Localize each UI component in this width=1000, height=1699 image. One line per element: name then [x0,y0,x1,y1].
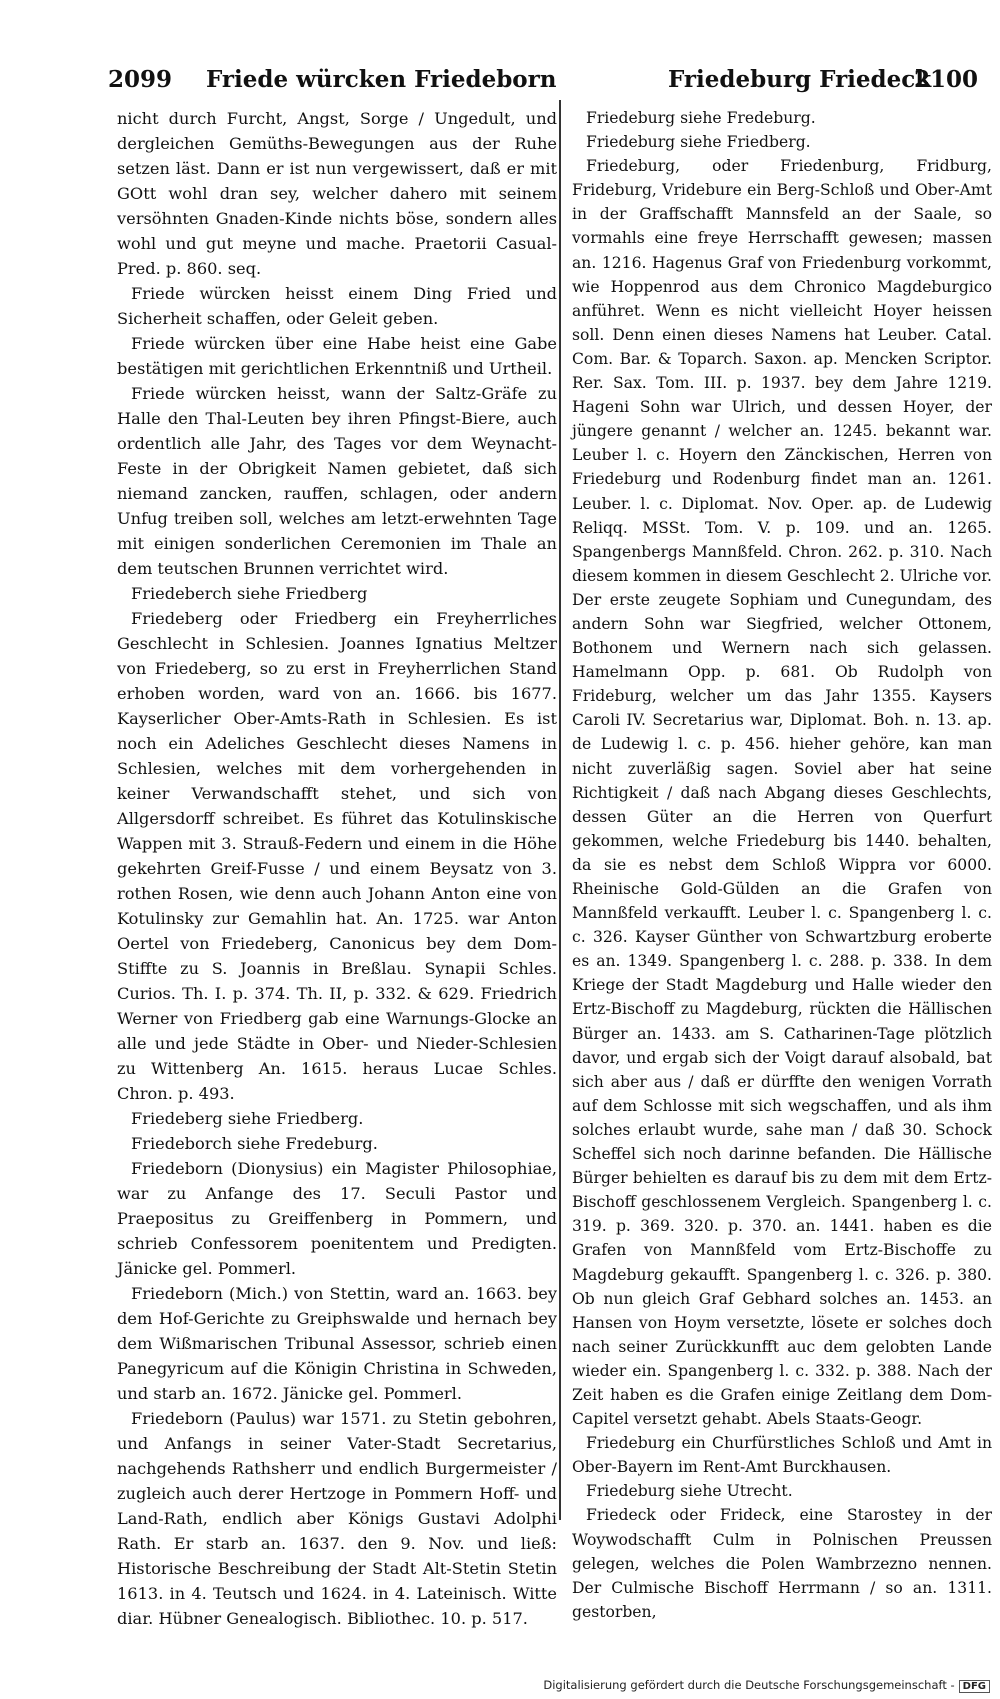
entry-paragraph: Friedeborn (Dionysius) ein Magister Philosophiae, war zu Anfange des 17. Seculi Pastor und Praepositus zu Greiffenberg in Pommern, und schrieb Confessorem poenitentem und Predigten. Jänicke gel. Pommerl. [117,1159,557,1278]
digitization-footer [543,1678,990,1693]
entry-paragraph: Friedeburg ein Churfürstliches Schloß und Amt in Ober-Bayern im Rent-Amt Burckhausen. [572,1434,992,1477]
entry-paragraph: Friedeck oder Frideck, eine Starostey in der Woywodschafft Culm in Polnischen Preussen gelegen, welches die Polen Wambrzezno nennen. Der Culmische Bischoff Herrmann / so an. 1311. gestorben, [572,1506,992,1621]
catchwords-right: Friedeburg Friedeck [668,66,932,93]
entry-paragraph: Friede würcken heisst, wann der Saltz-Gräfe zu Halle den Thal-Leuten bey ihren Pfingst-Biere, auch ordentlich alle Jahr, des Tages vor dem Weynacht-Feste in der Obrigkeit Namen gebietet, daß sich niemand zancken, rauffen, schlagen, oder andern Unfug treiben soll, welches am letzt-erwehnten Tage mit einigen sonderlichen Ceremonien im Thale an dem teutschen Brunnen verrichtet wird. [117,384,557,578]
entry-paragraph: Friedeberg siehe Friedberg. [131,1109,364,1128]
catchwords-left: Friede würcken Friedeborn [206,66,557,93]
dfg-logo: DFG [959,1680,990,1693]
page-number-right: 2100 [913,66,978,93]
funding-note: Digitalisierung gefördert durch die Deutsche Forschungsgemeinschaft - [543,1678,955,1692]
entry-paragraph: Friedeburg siehe Utrecht. [586,1482,793,1501]
entry-paragraph: Friedeburg siehe Fredeburg. [586,109,816,127]
entry-paragraph: Friede würcken über eine Habe heist eine Gabe bestätigen mit gerichtlichen Erkenntniß und Urtheil. [117,334,557,378]
entry-paragraph: Friedeborn (Mich.) von Stettin, ward an. 1663. bey dem Hof-Gerichte zu Greiphswalde und hernach bey dem Wißmarischen Tribunal Assessor, schrieb einen Panegyricum auf die Königin Christina in Schweden, und starb an. 1672. Jänicke gel. Pommerl. [117,1284,557,1403]
entry-paragraph: Friedeberg oder Friedberg ein Freyherrliches Geschlecht in Schlesien. Joannes Ignatius Meltzer von Friedeberg, so zu erst in Freyherrlichen Stand erhoben worden, ward von an. 1666. bis 1677. Kayserlicher Ober-Amts-Rath in Schlesien. Es ist noch ein Adeliches Geschlecht dieses Namens in Schlesien, welches mit dem vorhergehenden in keiner Verwandschafft stehet, und sich von Allgersdorff schreibet. Es führet das Kotulinskische Wappen mit 3. Strauß-Federn und einem in die Höhe gekehrten Greif-Fusse / und einem Beysatz von 3. rothen Rosen, wie denn auch Johann Anton eine von Kotulinsky zur Gemahlin hat. An. 1725. war Anton Oertel von Friedeberg, Canonicus bey dem Dom-Stiffte zu S. Joannis in Breßlau. Synapii Schles. Curios. Th. I. p. 374. Th. II, p. 332. & 629. Friedrich Werner von Friedberg gab eine Warnungs-Glocke an alle und jede Städte in Ober- und Nieder-Schlesien zu Wittenberg An. 1615. heraus Lucae Schles. Chron. p. 493. [117,609,557,1103]
entry-paragraph: Friedeborn (Paulus) war 1571. zu Stetin gebohren, und Anfangs in seiner Vater-Stadt Secretarius, nachgehends Rathsherr und endlich Burgermeister / zugleich auch derer Hertzoge in Pommern Hoff- und Land-Rath, endlich aber Königs Gustavi Adolphi Rath. Er starb an. 1637. den 9. Nov. und ließ: Historische Beschreibung der Stadt Alt-Stetin Stetin 1613. in 4. Teutsch und 1624. in 4. Lateinisch. Witte diar. Hübner Genealogisch. Bibliothec. 10. p. 517. [117,1409,557,1628]
entry-paragraph: Friede würcken heisst einem Ding Fried und Sicherheit schaffen, oder Geleit geben. [117,284,557,328]
running-header [108,58,978,98]
column-divider [559,100,561,1520]
entry-paragraph: Friedeberch siehe Friedberg [131,584,368,603]
entry-paragraph: nicht durch Furcht, Angst, Sorge / Ungedult, und dergleichen Gemüths-Bewegungen aus der Ruhe setzen läst. Dann er ist nun vergewissert, daß er mit GOtt wohl dran sey, welcher dahero mit seinem versöhnten Gnaden-Kinde nichts böse, sondern alles wohl und gut meyne und mache. Praetorii Casual-Pred. p. 860. seq. [117,109,557,278]
entry-paragraph: Friedeburg, oder Friedenburg, Fridburg, Frideburg, Vridebure ein Berg-Schloß und Ober-Amt in der Graffschafft Mannsfeld an der Saale, so vormahls eine freye Herrschafft gewesen; massen an. 1216. Hagenus Graf von Friedenburg vorkommt, wie Hoppenrod aus dem Chronico Magdeburgico anführet. Wenn es nicht vielleicht Hoyer heissen soll. Denn einen dieses Namens hat Leuber. Catal. Com. Bar. & Toparch. Saxon. ap. Mencken Scriptor. Rer. Sax. Tom. III. p. 1937. bey dem Jahre 1219. Hageni Sohn war Ulrich, und dessen Hoyer, der jüngere genannt / welcher an. 1245. bekannt war. Leuber l. c. Hoyern den Zänckischen, Herren von Friedeburg und Rodenburg findet man an. 1261. Leuber. l. c. Diplomat. Nov. Oper. ap. de Ludewig Reliqq. MSSt. Tom. V. p. 109. und an. 1265. Spangenbergs Mannßfeld. Chron. 262. p. 310. Nach diesem kommen in diesem Geschlecht 2. Ulriche vor. Der erste zeugete Sophiam und Cunegundam, des andern Sohn war Siegfried, welcher Ottonem, Bothonem und Wernern nach sich gelassen. Hamelmann Opp. p. 681. Ob Rudolph von Frideburg, welcher um das Jahr 1355. Kaysers Caroli IV. Secretarius war, Diplomat. Boh. n. 13. ap. de Ludewig l. c. p. 456. hieher gehöre, kan man nicht zuverläßig sagen. Soviel aber hat seine Richtigkeit / daß nach Abgang dieses Geschlechts, dessen Güter an die Herren von Querfurt gekommen, welche Friedeburg bis 1440. behalten, da sie es nebst dem Schloß Wippra vor 6000. Rheinische Gold-Gülden an die Grafen von Mannßfeld verkaufft. Leuber l. c. Spangenberg l. c. c. 326. Kayser Günther von Schwartzburg eroberte es an. 1349. Spangenberg l. c. 288. p. 338. In dem Kriege der Stadt Magdeburg und Halle wieder den Ertz-Bischoff zu Magdeburg, rückten die Hällischen Bürger an. 1433. am S. Catharinen-Tage plötzlich davor, und ergab sich der Voigt darauf alsobald, bat sich aber aus / daß er dürffte den wenigen Vorrath auf dem Schlosse mit sich wegschaffen, und als ihm solches erlaubt wurde, sahe man / daß 30. Schock Scheffel sich noch darinne befanden. Die Hällische Bürger behielten es darauf bis zu dem mit dem Ertz-Bischoff geschlossenem Vergleich. Spangenberg l. c. 319. p. 369. 320. p. 370. an. 1441. haben es die Grafen von Mannßfeld vom Ertz-Bischoffe zu Magdeburg gekaufft. Spangenberg l. c. 326. p. 380. Ob nun gleich Graf Gebhard solches an. 1453. an Hansen von Hoym versetzte, lösete er solches doch nach seiner Zurückkunfft auc dem gelobten Lande wieder ein. Spangenberg l. c. 332. p. 388. Nach der Zeit haben es die Grafen einige Zeitlang dem Dom-Capitel versetzt gehabt. Abels Staats-Geogr. [572,157,992,1429]
entry-paragraph: Friedeborch siehe Fredeburg. [131,1134,378,1153]
left-column [117,106,557,1631]
right-column [572,106,992,1624]
entry-paragraph: Friedeburg siehe Friedberg. [586,133,811,152]
page-number-left: 2099 [108,66,173,93]
